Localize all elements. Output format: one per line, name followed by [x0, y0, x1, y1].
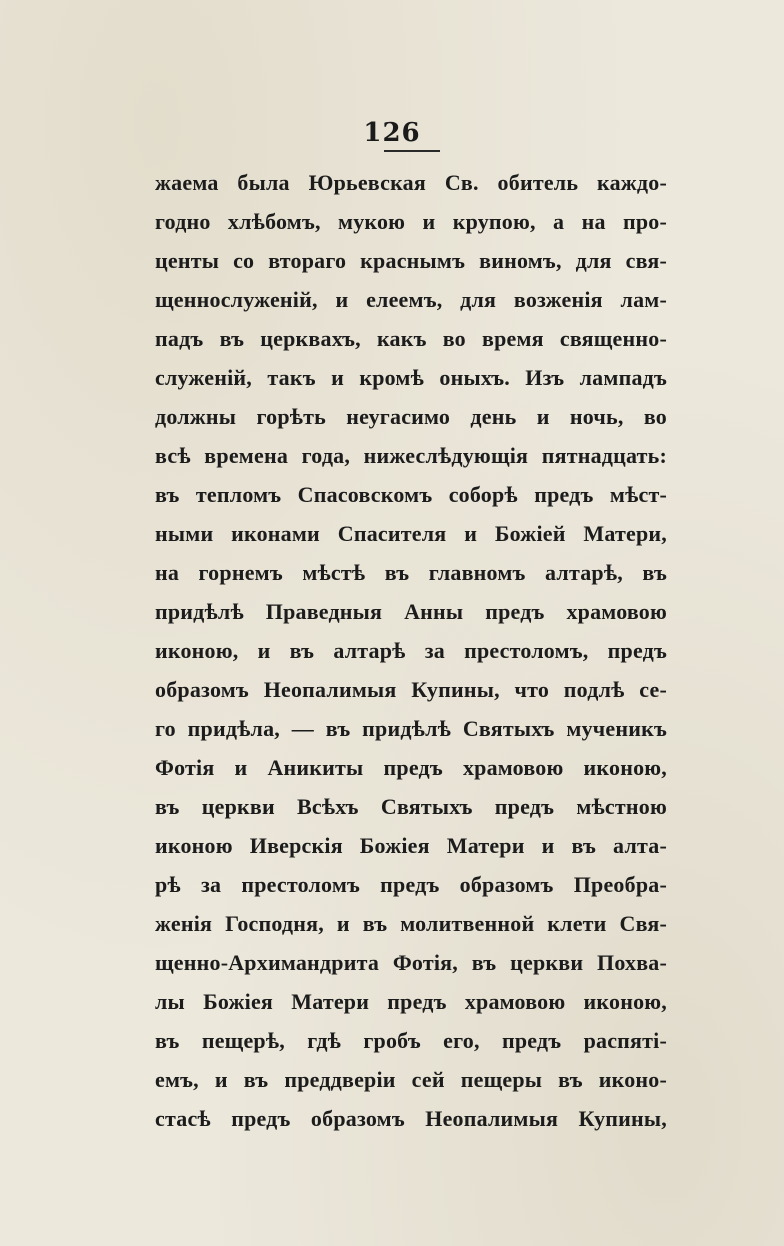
text-line: го придѣла, — въ придѣлѣ Святыхъ мученикъ	[155, 716, 667, 741]
text-line: лы Божіея Матери предъ храмовою иконою,	[155, 989, 667, 1014]
text-line: жаема была Юрьевская Св. обитель каждо-	[155, 170, 667, 195]
text-line: должны горѣть неугасимо день и ночь, во	[155, 404, 667, 429]
text-line: стасѣ предъ образомъ Неопалимыя Купины,	[155, 1106, 667, 1131]
page-number: 126	[363, 118, 421, 148]
text-line: иконою Иверскія Божіея Матери и въ алта-	[155, 833, 667, 858]
text-line: въ пещерѣ, гдѣ гробъ его, предъ распяті-	[155, 1028, 667, 1053]
text-line: иконою, и въ алтарѣ за престоломъ, предъ	[155, 638, 667, 663]
text-line: щенно-Архимандрита Фотія, въ церкви Похва-	[155, 950, 667, 975]
text-line: падъ въ церквахъ, какъ во время священно-	[155, 326, 667, 351]
text-line: Фотія и Аникиты предъ храмовою иконою,	[155, 755, 667, 780]
body-text	[155, 163, 667, 1138]
text-line: женія Господня, и въ молитвенной клети Свя-	[155, 911, 667, 936]
text-line: годно хлѣбомъ, мукою и крупою, а на про-	[155, 209, 667, 234]
text-line: придѣлѣ Праведныя Анны предъ храмовою	[155, 599, 667, 624]
text-line: емъ, и въ преддверіи сей пещеры въ иконо-	[155, 1067, 667, 1092]
text-line: рѣ за престоломъ предъ образомъ Преобра-	[155, 872, 667, 897]
text-line: на горнемъ мѣстѣ въ главномъ алтарѣ, въ	[155, 560, 667, 585]
text-line: образомъ Неопалимыя Купины, что подлѣ се-	[155, 677, 667, 702]
text-line: ными иконами Спасителя и Божіей Матери,	[155, 521, 667, 546]
text-line: въ церкви Всѣхъ Святыхъ предъ мѣстною	[155, 794, 667, 819]
text-line: въ тепломъ Спасовскомъ соборѣ предъ мѣст-	[155, 482, 667, 507]
text-line: центы со втораго краснымъ виномъ, для свя-	[155, 248, 667, 273]
text-line: щеннослуженій, и елеемъ, для возженія лам-	[155, 287, 667, 312]
text-line: всѣ времена года, нижеслѣдующія пятнадцать:	[155, 443, 667, 468]
page-number-rule	[384, 150, 440, 152]
text-line: служеній, такъ и кромѣ оныхъ. Изъ лампадъ	[155, 365, 667, 390]
